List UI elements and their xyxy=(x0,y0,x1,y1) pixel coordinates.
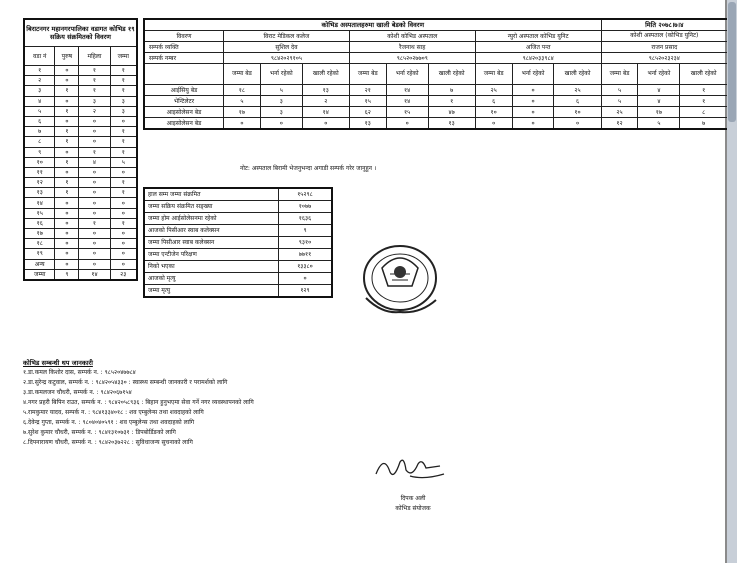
table-cell: १ xyxy=(110,86,137,96)
table-cell: १ xyxy=(55,178,79,188)
table-row xyxy=(144,118,728,130)
table-cell: ९ xyxy=(24,147,55,157)
bed-count-cell: ७ xyxy=(428,85,475,96)
table-cell: १ xyxy=(79,86,110,96)
total-col-header: जम्मा xyxy=(110,47,137,66)
summary-table xyxy=(143,187,333,298)
bed-type-label: आइसोलेसन बेड xyxy=(144,107,224,118)
table-cell: ० xyxy=(55,147,79,157)
bed-count-cell: १४ xyxy=(386,85,428,96)
total-row xyxy=(24,269,137,280)
table-cell: १४ xyxy=(24,198,55,208)
table-row xyxy=(24,218,137,228)
summary-label: जम्मा एन्टीजेन परिक्षण xyxy=(144,249,279,261)
table-row xyxy=(24,167,137,177)
summary-label: आजको पिसीआर स्वाब कलेक्सन xyxy=(144,225,279,237)
summary-label: आजको मृत्यु xyxy=(144,273,279,285)
summary-row xyxy=(144,225,332,237)
table-row xyxy=(24,127,137,137)
bed-count-cell: १२ xyxy=(601,118,638,130)
table-cell: अन्य xyxy=(24,259,55,269)
signer-block xyxy=(378,494,448,514)
table-cell: ० xyxy=(110,229,137,239)
summary-label: हाल सम्म जम्मा संक्रमित xyxy=(144,188,279,201)
summary-row xyxy=(144,213,332,225)
bed-count-cell: ३ xyxy=(260,107,302,118)
bed-count-cell: २ xyxy=(302,96,349,107)
bed-count-cell: १७ xyxy=(224,107,261,118)
table-cell: १ xyxy=(55,127,79,137)
summary-row xyxy=(144,201,332,213)
summary-row xyxy=(144,188,332,201)
table-cell: ० xyxy=(55,218,79,228)
bed-count-cell: २५ xyxy=(475,85,512,96)
table-cell: ११ xyxy=(24,167,55,177)
table-cell: १ xyxy=(79,147,110,157)
bed-count-cell: ३ xyxy=(260,96,302,107)
bed-subheader: खाली रहेको xyxy=(302,64,349,85)
summary-value: ९३१० xyxy=(279,237,333,249)
table-cell: १ xyxy=(79,218,110,228)
table-cell: १ xyxy=(55,106,79,116)
table-cell: १ xyxy=(55,157,79,167)
additional-info xyxy=(23,358,254,448)
table-cell: १ xyxy=(110,137,137,147)
table-cell: १ xyxy=(110,76,137,86)
hospital-note: नोट: अस्पताल बिरामी भेजनुभन्दा अगाडी सम्पर्क गरेर जानुहुन । xyxy=(240,165,377,172)
table-cell: २ xyxy=(24,76,55,86)
bed-count-cell: १० xyxy=(554,107,601,118)
bed-subheader: भर्ना रहेको xyxy=(638,64,680,85)
table-cell: ० xyxy=(110,198,137,208)
bed-count-cell: १३ xyxy=(302,85,349,96)
bed-subheader: खाली रहेको xyxy=(554,64,601,85)
summary-row xyxy=(144,285,332,298)
bed-count-cell: १४ xyxy=(302,107,349,118)
table-cell: ६ xyxy=(24,116,55,126)
summary-value: ७७११ xyxy=(279,249,333,261)
contact-person: रैजनाथ साह xyxy=(349,42,475,53)
bed-count-cell: ६२ xyxy=(349,107,386,118)
table-cell: ० xyxy=(55,198,79,208)
table-cell: १६ xyxy=(24,218,55,228)
summary-row xyxy=(144,237,332,249)
contact-person: राजन प्रसाद xyxy=(601,42,728,53)
table-row xyxy=(24,137,137,147)
bed-count-cell: ० xyxy=(224,118,261,130)
table-cell: १७ xyxy=(24,229,55,239)
bed-subheader: भर्ना रहेको xyxy=(512,64,554,85)
bed-count-cell: १४ xyxy=(386,96,428,107)
table-cell: ३ xyxy=(79,96,110,106)
table-row xyxy=(144,107,728,118)
info-line: ३.डा.कमलजन चौधरी, सम्पर्क न. : ९८४२०६७१५४ xyxy=(23,389,132,396)
bed-count-cell: ४ xyxy=(638,85,680,96)
table-row xyxy=(24,116,137,126)
table-cell: ८ xyxy=(24,137,55,147)
table-cell: ० xyxy=(79,239,110,249)
table-cell: १५ xyxy=(24,208,55,218)
table-cell: १ xyxy=(110,178,137,188)
table-cell: ० xyxy=(110,167,137,177)
table-cell: १ xyxy=(110,147,137,157)
table-cell: ० xyxy=(110,116,137,126)
info-heading: कोभिड सम्बन्धी थप जानकारी xyxy=(23,359,93,367)
table-row xyxy=(24,188,137,198)
info-line: ४.नगर प्रहरी बिपिन राउत, सम्पर्क न. : ९८४२०५८९३६ : बिहान हुनुभएमा सेवा गर्ने नगर व्यवस्थापनको लागि xyxy=(23,399,254,406)
table-row xyxy=(24,147,137,157)
summary-value: ० xyxy=(279,273,333,285)
summary-label: जम्मा होम आईसोलेसनमा रहेको xyxy=(144,213,279,225)
bed-count-cell: ८ xyxy=(680,107,728,118)
bed-count-cell: १ xyxy=(680,96,728,107)
table-row xyxy=(144,96,728,107)
table-row xyxy=(24,198,137,208)
bed-count-cell: ४ xyxy=(638,96,680,107)
table-row xyxy=(24,259,137,269)
ward-active-cases-table xyxy=(23,18,138,281)
bed-type-label: आईसियु बेड xyxy=(144,85,224,96)
female-col-header: महिला xyxy=(79,47,110,66)
table-cell: १ xyxy=(110,188,137,198)
table-cell: १० xyxy=(24,157,55,167)
table-cell: १३ xyxy=(24,188,55,198)
date-label: मिति २०७८।७।४ xyxy=(601,19,728,31)
summary-value: १५२९८ xyxy=(279,188,333,201)
summary-value: १३३८० xyxy=(279,261,333,273)
summary-value: ९ xyxy=(279,225,333,237)
bed-type-label: भेन्टिलेटर xyxy=(144,96,224,107)
table-cell: ० xyxy=(110,259,137,269)
table-cell: ४ xyxy=(79,157,110,167)
hospital-name: न्युरो अस्पताल कोभिड युनिट xyxy=(475,31,601,42)
details-header: विवरण xyxy=(144,31,224,42)
table-cell: ० xyxy=(79,259,110,269)
bed-subheader: भर्ना रहेको xyxy=(386,64,428,85)
bed-count-cell: १ xyxy=(428,96,475,107)
bed-count-cell: १ xyxy=(680,85,728,96)
bed-count-cell: २५ xyxy=(554,85,601,96)
total-cell: ९ xyxy=(55,269,79,280)
bed-subheader: भर्ना रहेको xyxy=(260,64,302,85)
contact-number: ९८५२०२३२३४ xyxy=(601,53,728,64)
table-cell: ० xyxy=(79,229,110,239)
contact-number: ९८५२०२७७०९ xyxy=(349,53,475,64)
bed-subheader: खाली रहेको xyxy=(680,64,728,85)
bed-type-label: आइसोलेसन बेड xyxy=(144,118,224,130)
table-row xyxy=(24,208,137,218)
bed-count-cell: ५ xyxy=(601,85,638,96)
bed-count-cell: २१ xyxy=(349,85,386,96)
table-cell: ० xyxy=(110,208,137,218)
summary-value: १०७७ xyxy=(279,201,333,213)
contact-person: अजित पन्त xyxy=(475,42,601,53)
summary-label: जम्मा मृत्यु xyxy=(144,285,279,298)
info-line: ८.दिपनारायण चौधरी, सम्पर्क न. : ९८४२०३७२२८ : सुविधाजन्य सुचनाको लागि xyxy=(23,439,193,446)
summary-label: जम्मा सक्रिय संक्रमित सङ्ख्या xyxy=(144,201,279,213)
table-row xyxy=(24,249,137,259)
bed-subheader: जम्मा बेड xyxy=(475,64,512,85)
table-cell: १ xyxy=(79,66,110,76)
bed-count-cell: ६ xyxy=(554,96,601,107)
bed-count-cell: ० xyxy=(260,118,302,130)
table-cell: १२ xyxy=(24,178,55,188)
bed-subheader: खाली रहेको xyxy=(428,64,475,85)
info-line: १.डा.कमल किशोर दास, सम्पर्क न. : ९८५२०४७७८४ xyxy=(23,369,136,376)
table-cell: १ xyxy=(110,127,137,137)
bed-count-cell: ० xyxy=(512,118,554,130)
table-cell: ० xyxy=(55,66,79,76)
table-cell: ० xyxy=(79,208,110,218)
table-cell: १९ xyxy=(24,249,55,259)
male-col-header: पुरुष xyxy=(55,47,79,66)
table-cell: ५ xyxy=(110,157,137,167)
table-cell: ० xyxy=(55,167,79,177)
summary-row xyxy=(144,249,332,261)
table-cell: १८ xyxy=(24,239,55,249)
table-cell: १ xyxy=(79,76,110,86)
bed-count-cell: ० xyxy=(302,118,349,130)
bed-count-cell: ० xyxy=(554,118,601,130)
table-row xyxy=(24,76,137,86)
bed-count-cell: ५ xyxy=(638,118,680,130)
contact-number-label: सम्पर्क नम्बर xyxy=(144,53,224,64)
table-cell: ० xyxy=(110,239,137,249)
bed-count-cell: ६ xyxy=(475,96,512,107)
table-cell: ० xyxy=(55,259,79,269)
contact-person: सुशिल देव xyxy=(224,42,350,53)
bed-count-cell: ० xyxy=(512,96,554,107)
table-cell: ० xyxy=(55,208,79,218)
table-cell: ४ xyxy=(24,96,55,106)
bed-count-cell: १८ xyxy=(224,85,261,96)
table-cell: ० xyxy=(55,229,79,239)
municipality-seal-icon xyxy=(352,238,447,318)
table-row xyxy=(24,157,137,167)
summary-value: १२९ xyxy=(279,285,333,298)
table-cell: ३ xyxy=(24,86,55,96)
table-cell: १ xyxy=(110,218,137,228)
table-cell: ५ xyxy=(24,106,55,116)
hospital-name: विराट मेडिकल कलेज xyxy=(224,31,350,42)
table-cell: ० xyxy=(79,178,110,188)
hospital-name: कोशी अस्पताल (कोभिड युनिट) xyxy=(601,31,728,42)
summary-label: निको भएका xyxy=(144,261,279,273)
bed-count-cell: ० xyxy=(475,118,512,130)
total-cell: २३ xyxy=(110,269,137,280)
bed-count-cell: ७ xyxy=(680,118,728,130)
bed-count-cell: १० xyxy=(475,107,512,118)
scrollbar-thumb[interactable] xyxy=(728,2,736,122)
blank-cell xyxy=(144,64,224,85)
bed-subheader: जम्मा बेड xyxy=(224,64,261,85)
table-cell: ० xyxy=(55,239,79,249)
info-line: ७.सुरेश कुमार चौधरी, सम्पर्क न. : ९८४१३१०७३१ : डिपबोर्डिङको लागि xyxy=(23,429,176,436)
summary-row xyxy=(144,261,332,273)
table-cell: २ xyxy=(79,106,110,116)
bed-count-cell: ५ xyxy=(260,85,302,96)
hospital-name: कोशी कोभिड अस्पताल xyxy=(349,31,475,42)
vertical-scrollbar[interactable] xyxy=(727,0,737,563)
table-cell: ० xyxy=(79,198,110,208)
contact-number: ९८४२०३३९८४ xyxy=(475,53,601,64)
hospital-beds-table xyxy=(143,18,729,130)
table-cell: ० xyxy=(55,116,79,126)
table-cell: १ xyxy=(24,66,55,76)
info-line: ६.देवेन्द्र गुप्ता, सम्पर्क न. : ९८०४०४०५९१ : शव एम्बुलेन्स तथा शवदाहको लागि xyxy=(23,419,195,426)
total-cell: जम्मा xyxy=(24,269,55,280)
summary-value: १६३६ xyxy=(279,213,333,225)
table-cell: ० xyxy=(79,188,110,198)
info-line: ५.रामकुमार यादव, सम्पर्क न. : ९८४१३३४०१८ : शव एम्बुलेन्स तथा शवदाहको लागि xyxy=(23,409,204,416)
signer-title: कोभिड संयोजक xyxy=(395,505,431,512)
signature-icon xyxy=(370,452,450,482)
contact-person-label: सम्पर्क व्यक्ति xyxy=(144,42,224,53)
bed-count-cell: २५ xyxy=(601,107,638,118)
table-cell: ७ xyxy=(24,127,55,137)
table-cell: ० xyxy=(79,116,110,126)
summary-row xyxy=(144,273,332,285)
table-cell: ० xyxy=(79,167,110,177)
bed-count-cell: ० xyxy=(386,118,428,130)
table-cell: १ xyxy=(55,86,79,96)
bed-count-cell: ५ xyxy=(224,96,261,107)
summary-label: जम्मा पिसीआर स्वाब कलेक्सन xyxy=(144,237,279,249)
table-cell: ० xyxy=(110,249,137,259)
bed-count-cell: १५ xyxy=(349,96,386,107)
bed-count-cell: १३ xyxy=(428,118,475,130)
table-cell: ० xyxy=(79,249,110,259)
table-cell: ० xyxy=(55,96,79,106)
bed-subheader: जम्मा बेड xyxy=(349,64,386,85)
contact-number: ९८४२०२९१०५ xyxy=(224,53,350,64)
table-cell: ० xyxy=(55,249,79,259)
table-row xyxy=(24,229,137,239)
table-cell: ३ xyxy=(110,106,137,116)
signer-name: दिपक अली xyxy=(400,495,426,502)
table-cell: १ xyxy=(110,66,137,76)
bed-count-cell: १५ xyxy=(386,107,428,118)
bed-count-cell: ० xyxy=(512,85,554,96)
table-cell: ० xyxy=(79,137,110,147)
table-row xyxy=(24,86,137,96)
ward-col-header: वडा नं xyxy=(24,47,55,66)
info-line: २.डा.सुरेन्द्र कटुवाल, सम्पर्क न. : ९८४२०५४३३० : स्वास्थ्य सम्बन्धी जानकारी र परामर्शको लागि xyxy=(23,379,228,386)
table-cell: १ xyxy=(55,137,79,147)
table-row xyxy=(24,66,137,76)
bed-count-cell: ० xyxy=(512,107,554,118)
table-cell: ० xyxy=(55,76,79,86)
table-row xyxy=(24,239,137,249)
bed-count-cell: ५ xyxy=(601,96,638,107)
bed-count-cell: १७ xyxy=(638,107,680,118)
ward-table-title: बिराटनगर महानगरपालिका वडागत कोभिड १९ सक्रिय संक्रमितको विवरण xyxy=(24,19,137,47)
table-row xyxy=(24,96,137,106)
table-cell: १ xyxy=(55,188,79,198)
table-row xyxy=(24,178,137,188)
total-cell: १४ xyxy=(79,269,110,280)
bed-count-cell: ४७ xyxy=(428,107,475,118)
bed-count-cell: १३ xyxy=(349,118,386,130)
table-row xyxy=(24,106,137,116)
bed-subheader: जम्मा बेड xyxy=(601,64,638,85)
hospital-table-title: कोभिड अस्पतालहरुमा खाली बेडको विवरण xyxy=(144,19,601,31)
table-cell: ३ xyxy=(110,96,137,106)
table-cell: ० xyxy=(79,127,110,137)
table-row xyxy=(144,85,728,96)
